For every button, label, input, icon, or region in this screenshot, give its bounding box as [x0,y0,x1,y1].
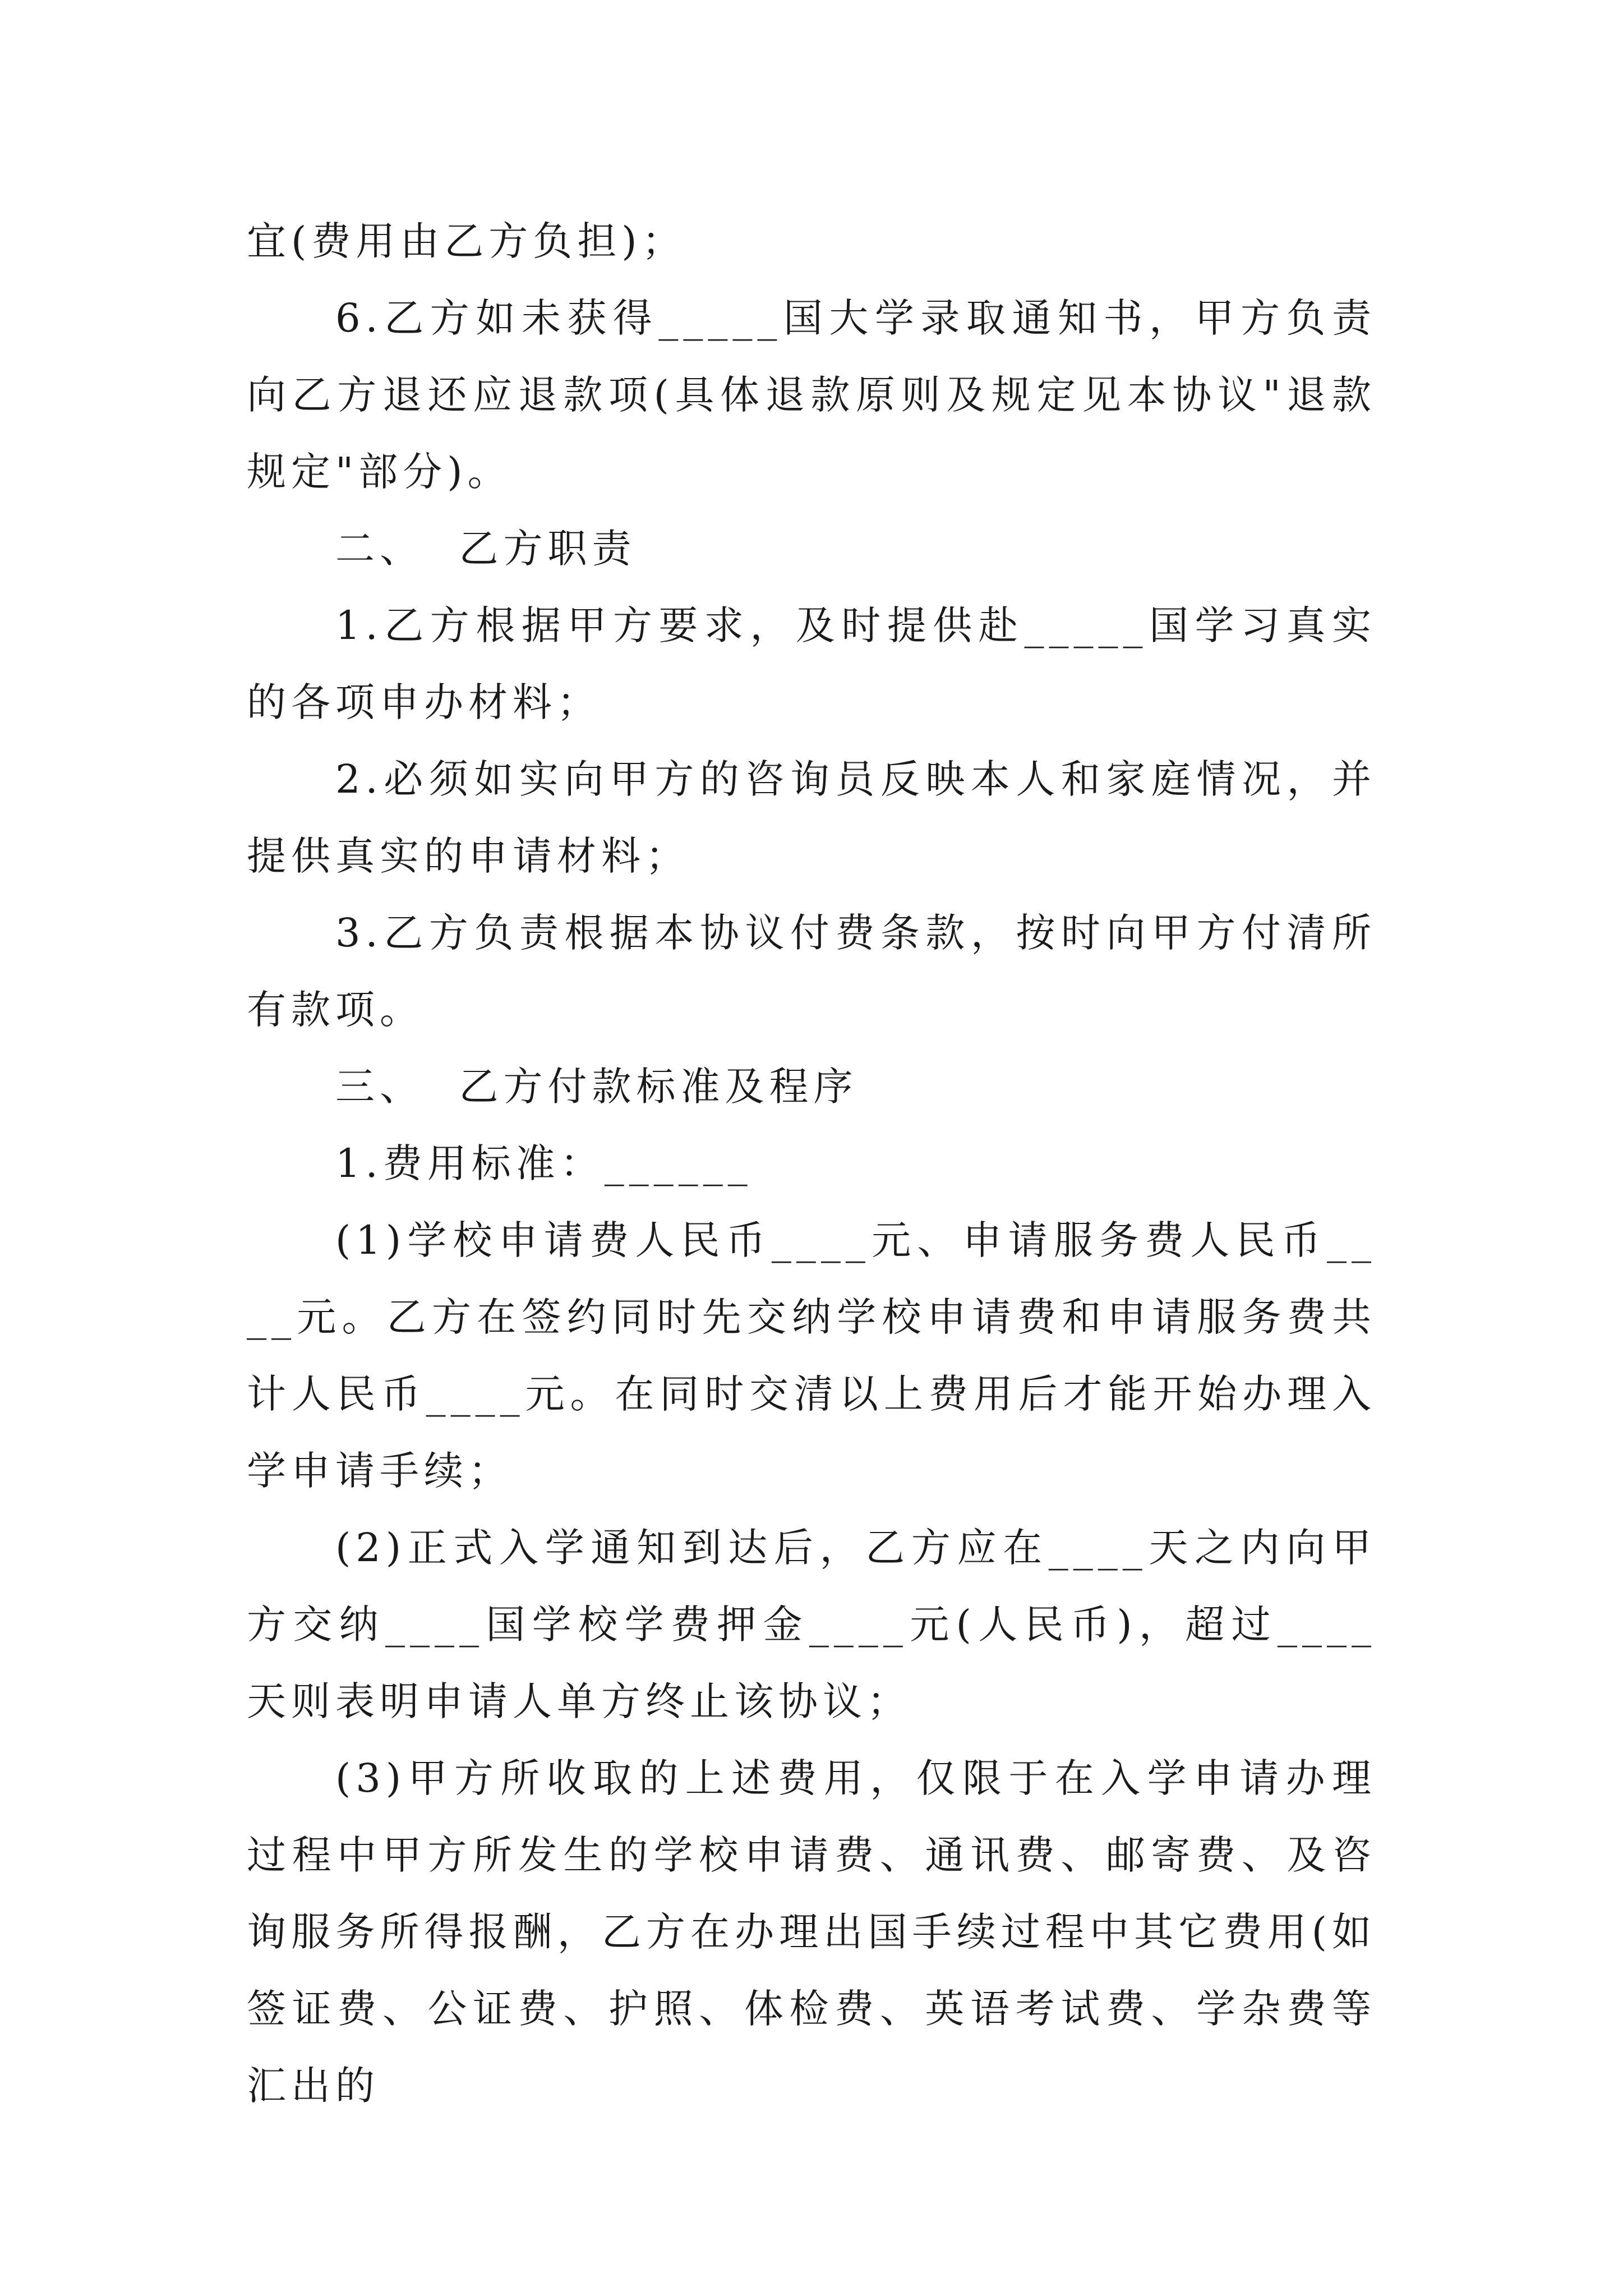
paragraph-item-6-refund: 6.乙方如未获得_____国大学录取通知书，甲方负责向乙方退还应退款项(具体退款原则及规定见本协议"退款规定"部分)。 [247,295,1376,495]
document-body [247,203,1376,2124]
paragraph-fee-clause-1: (1)学校申请费人民币____元、申请服务费人民币____元。乙方在签约同时先交纳学校申请费和申请服务费共计人民币____元。在同时交清以上费用后才能开始办理入学申请手续； [247,1217,1376,1494]
paragraph-item-3-payment: 3.乙方负责根据本协议付费条款，按时向甲方付清所有款项。 [247,910,1376,1033]
paragraph-item-2-truthful: 2.必须如实向甲方的咨询员反映本人和家庭情况，并提供真实的申请材料； [247,756,1376,879]
paragraph-fee-clause-3: (3)甲方所收取的上述费用，仅限于在入学申请办理过程中甲方所发生的学校申请费、通讯费、邮寄费、及咨询服务所得报酬，乙方在办理出国手续过程中其它费用(如签证费、公证费、护照、体检费、英语考试费、学杂费等汇出的 [247,1755,1376,2109]
paragraph-fee-standard: 1.费用标准：______ [335,1140,753,1186]
paragraph-continuation: 宜(费用由乙方负担)； [247,218,686,264]
paragraph-item-1-materials: 1.乙方根据甲方要求，及时提供赴_____国学习真实的各项申办材料； [247,602,1376,725]
section-heading-payment-standards: 三、 乙方付款标准及程序 [335,1064,858,1110]
section-heading-party-b-duties: 二、 乙方职责 [335,526,637,572]
paragraph-fee-clause-2: (2)正式入学通知到达后，乙方应在____天之内向甲方交纳____国学校学费押金____元(人民币)，超过____天则表明申请人单方终止该协议； [247,1525,1376,1724]
